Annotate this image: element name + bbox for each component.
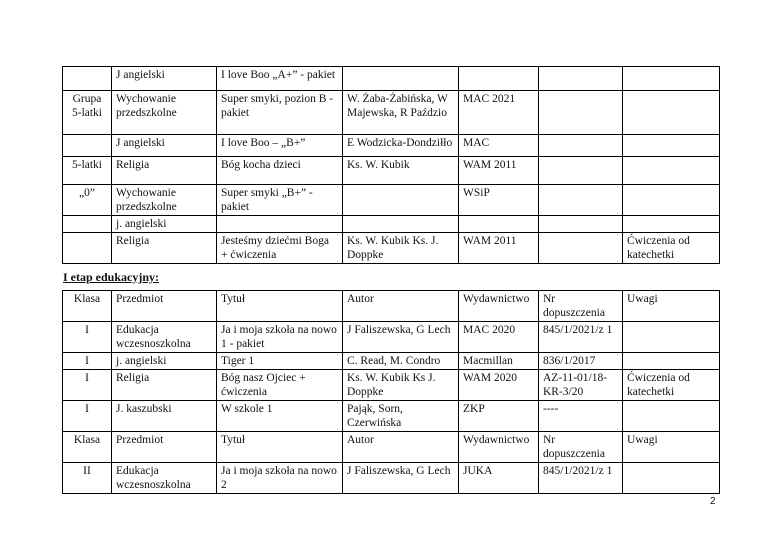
table-cell: I (63, 401, 112, 432)
table-cell: C. Read, M. Condro (343, 353, 459, 370)
table-row (63, 322, 720, 353)
table-cell: WAM 2011 (459, 233, 539, 264)
table-cell: MAC (459, 135, 539, 157)
table-cell: II (63, 463, 112, 494)
table-cell: Religia (112, 233, 217, 264)
table-cell (343, 185, 459, 216)
table-cell: I (63, 353, 112, 370)
column-header: Nr dopuszczenia (539, 291, 623, 322)
table-row (63, 185, 720, 216)
table-cell: Wychowanie przedszkolne (112, 91, 217, 135)
table-cell: J angielski (112, 135, 217, 157)
table-row (63, 370, 720, 401)
table-cell: Bóg kocha dzieci (217, 157, 343, 185)
column-header: Nr dopuszczenia (539, 432, 623, 463)
table-cell: Ks. W. Kubik (343, 157, 459, 185)
column-header: Tytuł (217, 291, 343, 322)
column-header: Wydawnictwo (459, 432, 539, 463)
table-row (63, 67, 720, 91)
column-header: Wydawnictwo (459, 291, 539, 322)
column-header: Tytuł (217, 432, 343, 463)
table-cell (623, 216, 720, 233)
table-cell (623, 185, 720, 216)
table-cell: Jesteśmy dziećmi Boga + ćwiczenia (217, 233, 343, 264)
column-header: Klasa (63, 432, 112, 463)
column-header: Klasa (63, 291, 112, 322)
table-row (63, 157, 720, 185)
table-cell: J angielski (112, 67, 217, 91)
table-cell: Religia (112, 157, 217, 185)
table-header-row (63, 432, 720, 463)
table-cell: Ks. W. Kubik Ks J. Doppke (343, 370, 459, 401)
section-heading: I etap edukacyjny: (63, 270, 160, 284)
column-header: Autor (343, 291, 459, 322)
table-cell (63, 233, 112, 264)
table-row (63, 233, 720, 264)
table-cell: „0” (63, 185, 112, 216)
table-cell: MAC 2021 (459, 91, 539, 135)
table-cell: Super smyki, pozion B - pakiet (217, 91, 343, 135)
table-cell: Ja i moja szkoła na nowo 1 - pakiet (217, 322, 343, 353)
table-cell (539, 67, 623, 91)
table-cell: JUKA (459, 463, 539, 494)
table-row (63, 216, 720, 233)
table-cell (63, 67, 112, 91)
table-cell: J. kaszubski (112, 401, 217, 432)
column-header: Przedmiot (112, 291, 217, 322)
table-cell: Ćwiczenia od katechetki (623, 370, 720, 401)
table-cell: AZ-11-01/18-KR-3/20 (539, 370, 623, 401)
table-cell: 845/1/2021/z 1 (539, 463, 623, 494)
table-cell (623, 353, 720, 370)
column-header: Uwagi (623, 291, 720, 322)
table-cell (539, 135, 623, 157)
table-cell: Super smyki „B+” - pakiet (217, 185, 343, 216)
table-cell: I love Boo „A+” - pakiet (217, 67, 343, 91)
table-cell: Edukacja wczesnoszkolna (112, 463, 217, 494)
table-cell (623, 322, 720, 353)
table-cell: Edukacja wczesnoszkolna (112, 322, 217, 353)
table-cell (539, 185, 623, 216)
table-cell: ---- (539, 401, 623, 432)
table-cell: J Faliszewska, G Lech (343, 322, 459, 353)
table-cell: ZKP (459, 401, 539, 432)
table-cell: j. angielski (112, 353, 217, 370)
table-cell: I love Boo – „B+” (217, 135, 343, 157)
table-cell: j. angielski (112, 216, 217, 233)
table-cell (623, 401, 720, 432)
table-cell (459, 216, 539, 233)
preschool-textbook-table (62, 66, 720, 264)
table-cell (343, 216, 459, 233)
table-cell: W szkole 1 (217, 401, 343, 432)
table-cell (343, 67, 459, 91)
table-row (63, 401, 720, 432)
table-row (63, 353, 720, 370)
table-cell: Wychowanie przedszkolne (112, 185, 217, 216)
table-row (63, 91, 720, 135)
table-cell: J Faliszewska, G Lech (343, 463, 459, 494)
table-cell (539, 233, 623, 264)
table-cell: WAM 2011 (459, 157, 539, 185)
table-cell: 845/1/2021/z 1 (539, 322, 623, 353)
table-cell: WAM 2020 (459, 370, 539, 401)
table-cell: Bóg nasz Ojciec + ćwiczenia (217, 370, 343, 401)
column-header: Autor (343, 432, 459, 463)
table-cell: I (63, 370, 112, 401)
table-cell (459, 67, 539, 91)
table-cell (623, 135, 720, 157)
grade-one-textbook-table (62, 290, 720, 432)
table-cell (63, 135, 112, 157)
table-header-row (63, 291, 720, 322)
table-cell: WSiP (459, 185, 539, 216)
table-cell (623, 157, 720, 185)
table-cell (217, 216, 343, 233)
table-cell (539, 157, 623, 185)
table-cell: 5-latki (63, 157, 112, 185)
page-number: 2 (710, 496, 716, 507)
table-cell (623, 67, 720, 91)
table-cell: Grupa 5-latki (63, 91, 112, 135)
table-cell: Ja i moja szkoła na nowo 2 (217, 463, 343, 494)
table-cell (539, 216, 623, 233)
table-cell: MAC 2020 (459, 322, 539, 353)
table-cell: I (63, 322, 112, 353)
table-cell (539, 91, 623, 135)
table-row (63, 135, 720, 157)
table-cell: Religia (112, 370, 217, 401)
table-cell: Ćwiczenia od katechetki (623, 233, 720, 264)
table-cell (623, 91, 720, 135)
table-cell: W. Żaba-Żabińska, W Majewska, R Paździo (343, 91, 459, 135)
table-row (63, 463, 720, 494)
table-cell: Tiger 1 (217, 353, 343, 370)
table-cell (63, 216, 112, 233)
column-header: Przedmiot (112, 432, 217, 463)
table-cell: Ks. W. Kubik Ks. J. Doppke (343, 233, 459, 264)
table-cell: E Wodzicka-Dondziłło (343, 135, 459, 157)
grade-two-textbook-table (62, 431, 720, 494)
table-cell: Macmillan (459, 353, 539, 370)
table-cell: 836/1/2017 (539, 353, 623, 370)
table-cell: Pająk, Sorn, Czerwińska (343, 401, 459, 432)
table-cell (623, 463, 720, 494)
column-header: Uwagi (623, 432, 720, 463)
